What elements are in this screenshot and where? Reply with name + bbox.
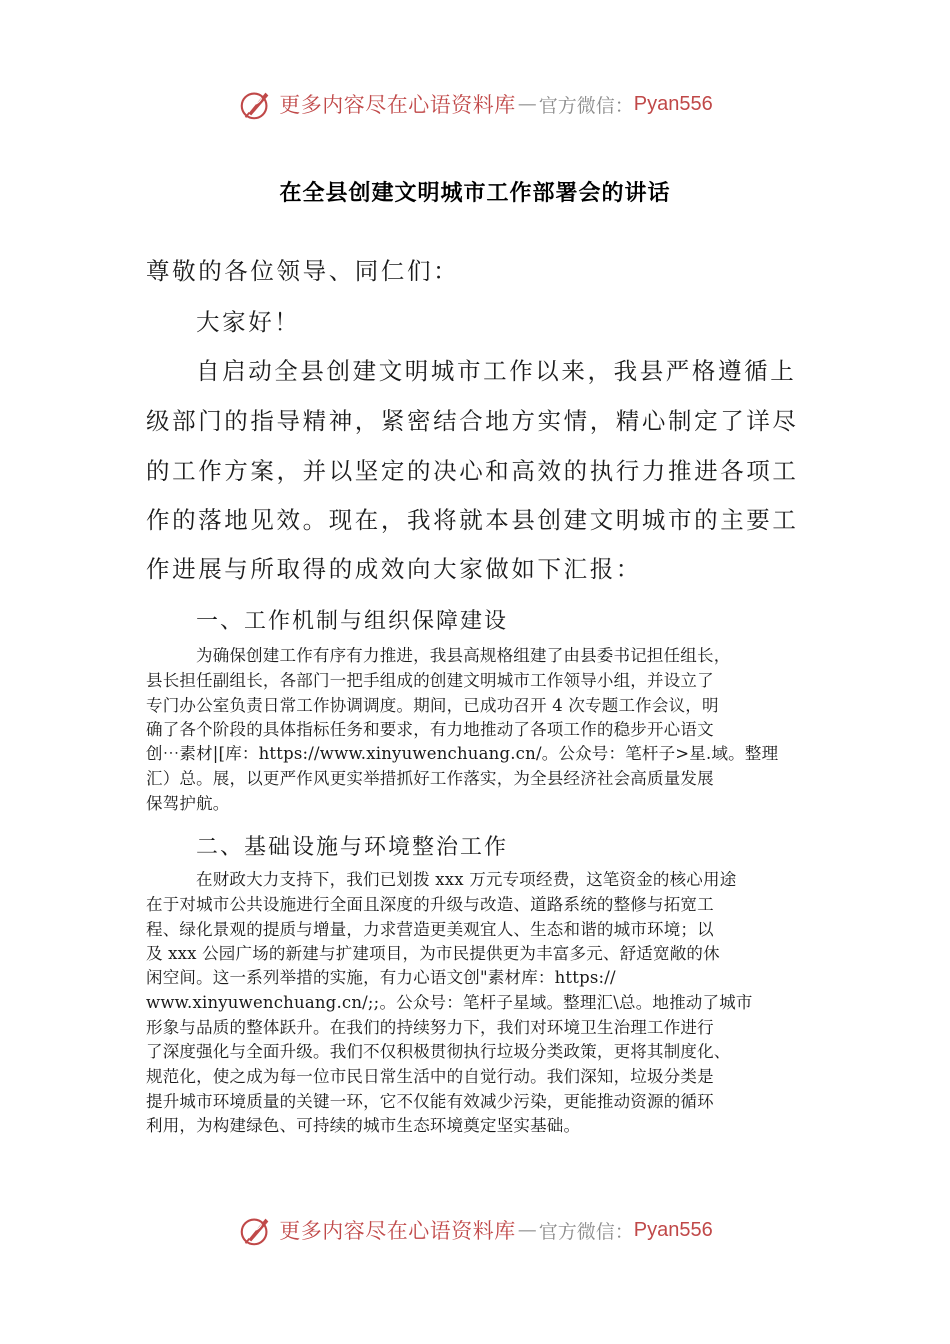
section1-line: 创⋯素材|[库：https://www.xinyuwenchuang.cn/。公众号：笔杆子>星.域。整理 xyxy=(146,744,779,763)
section2-line: www.xinyuwenchuang.cn/;;。公众号：笔杆子星域。整理汇\总。地推动了城市 xyxy=(146,993,753,1012)
section2-line: 及 xxx 公园广场的新建与扩建项目，为市民提供更为丰富多元、舒适宽敞的休 xyxy=(146,944,720,963)
watermark-official-label: 官方微信： xyxy=(538,1220,634,1243)
section1-line: 保驾护航。 xyxy=(146,794,230,813)
section1-line: 确了各个阶段的具体指标任务和要求，有力地推动了各项工作的稳步开心语文 xyxy=(146,720,714,739)
watermark-separator: — xyxy=(517,1219,537,1241)
section2-line: 形象与品质的整体跃升。在我们的持续努力下，我们对环境卫生治理工作进行 xyxy=(146,1018,714,1037)
section1-line: 专门办公室负责日常工作协调调度。期间，已成功召开 4 次专题工作会议，明 xyxy=(146,696,719,715)
watermark-separator: — xyxy=(517,93,537,115)
intro-line: 的工作方案，并以坚定的决心和高效的执行力推进各项工 xyxy=(146,457,799,485)
intro-line: 作进展与所取得的成效向大家做如下汇报： xyxy=(146,555,642,583)
watermark-banner-bottom xyxy=(0,1208,950,1252)
section-heading-2: 二、基础设施与环境整治工作 xyxy=(196,835,509,860)
watermark-official-label: 官方微信： xyxy=(538,94,634,117)
intro-line: 自启动全县创建文明城市工作以来，我县严格遵循上 xyxy=(196,357,797,385)
section2-line: 利用，为构建绿色、可持续的城市生态环境奠定坚实基础。 xyxy=(146,1116,581,1135)
section2-line: 程、绿化景观的提质与增量，力求营造更美观宜人、生态和谐的城市环境；以 xyxy=(146,920,714,939)
section1-line: 汇）总。展，以更严作风更实举措抓好工作落实，为全县经济社会高质量发展 xyxy=(146,769,714,788)
section2-line: 规范化，使之成为每一位市民日常生活中的自觉行动。我们深知，垃圾分类是 xyxy=(146,1067,714,1086)
section2-line: 提升城市环境质量的关键一环，它不仅能有效减少污染，更能推动资源的循环 xyxy=(146,1092,714,1111)
watermark-text: 更多内容尽在心语资料库 xyxy=(279,93,516,117)
intro-line: 级部门的指导精神，紧密结合地方实情，精心制定了详尽 xyxy=(146,407,799,435)
section2-line: 了深度强化与全面升级。我们不仅积极贯彻执行垃圾分类政策，更将其制度化、 xyxy=(146,1042,731,1061)
watermark-wechat-id: Pyan556 xyxy=(633,1218,713,1241)
section1-line: 为确保创建工作有序有力推进，我县高规格组建了由县委书记担任组长， xyxy=(196,646,731,665)
section1-line: 县长担任副组长，各部门一把手组成的创建文明城市工作领导小组，并设立了 xyxy=(146,671,714,690)
section-heading-1: 一、工作机制与组织保障建设 xyxy=(196,609,509,634)
section2-line: 闲空间。这一系列举措的实施，有力心语文创"素材库：https:// xyxy=(146,968,616,987)
hello: 大家好！ xyxy=(196,308,301,336)
watermark-wechat-id: Pyan556 xyxy=(633,92,713,115)
section2-line: 在于对城市公共设施进行全面且深度的升级与改造、道路系统的整修与拓宽工 xyxy=(146,895,714,914)
watermark-banner-top xyxy=(0,82,950,126)
section2-line: 在财政大力支持下，我们已划拨 xxx 万元专项经费，这笔资金的核心用途 xyxy=(196,870,737,889)
watermark-text: 更多内容尽在心语资料库 xyxy=(279,1219,516,1243)
document-title: 在全县创建文明城市工作部署会的讲话 xyxy=(279,181,671,206)
intro-line: 作的落地见效。现在，我将就本县创建文明城市的主要工 xyxy=(146,506,799,534)
quill-pen-logo-icon xyxy=(237,85,275,123)
quill-pen-logo-icon xyxy=(237,1211,275,1249)
greeting: 尊敬的各位领导、同仁们： xyxy=(146,257,460,285)
